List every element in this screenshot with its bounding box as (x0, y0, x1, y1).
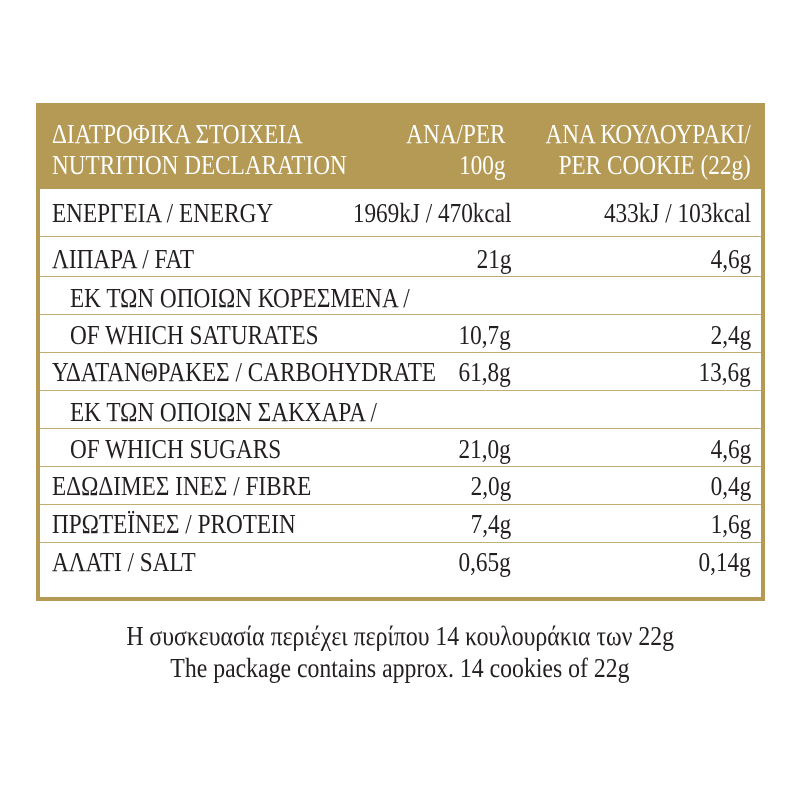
row-name: ΕΝΕΡΓΕΙΑ / ENERGY (52, 198, 274, 228)
row-per-cookie: 1,6g (710, 509, 751, 539)
row-per100: 2,0g (470, 471, 511, 501)
table-row-sugars-label (40, 390, 761, 428)
row-per100: 21,0g (458, 434, 511, 464)
header-percookie-english: PER COOKIE (22g) (558, 150, 751, 180)
table-row-fibre (40, 466, 761, 504)
row-per100: 0,65g (458, 547, 511, 577)
table-row-protein (40, 504, 761, 542)
row-per-cookie: 4,6g (710, 244, 751, 274)
package-note-english (0, 653, 800, 684)
header-title-english: NUTRITION DECLARATION (52, 150, 347, 180)
row-name: ΥΔΑΤΑΝΘΡΑΚΕΣ / CARBOHYDRATE (52, 357, 437, 387)
row-per100: 7,4g (470, 509, 511, 539)
row-per100: 61,8g (458, 357, 511, 387)
row-name: ΕΚ ΤΩΝ ΟΠΟΙΩΝ ΚΟΡΕΣΜΕΝΑ / (70, 283, 410, 313)
package-note-greek-text: Η συσκευασία περιέχει περίπου 14 κουλουράκια των 22g (126, 621, 674, 651)
row-name: ΑΛΑΤΙ / SALT (52, 547, 196, 577)
row-per-cookie: 2,4g (710, 320, 751, 350)
header-percookie-greek: ΑΝΑ ΚΟΥΛΟΥΡΑΚΙ/ (545, 119, 751, 149)
row-per-cookie: 433kJ / 103kcal (603, 198, 751, 228)
row-name: ΕΚ ΤΩΝ ΟΠΟΙΩΝ ΣΑΚΧΑΡΑ / (70, 397, 377, 427)
row-name: ΕΔΩΔΙΜΕΣ ΙΝΕΣ / FIBRE (52, 471, 312, 501)
table-row-saturates (40, 314, 761, 352)
row-name: ΛΙΠΑΡΑ / FAT (52, 244, 195, 274)
row-per100: 21g (476, 244, 511, 274)
table-row-salt (40, 542, 761, 592)
table-row-fat (40, 236, 761, 274)
header-name-cell (52, 119, 347, 181)
row-per-cookie: 0,4g (710, 471, 751, 501)
row-name: OF WHICH SATURATES (70, 320, 319, 350)
row-per-cookie: 4,6g (710, 434, 751, 464)
row-per100: 1969kJ / 470kcal (352, 198, 511, 228)
nutrition-header (40, 107, 761, 189)
header-per100-cell (407, 119, 506, 181)
header-per100-unit: 100g (459, 150, 506, 180)
row-per-cookie: 0,14g (698, 547, 751, 577)
nutrition-label (36, 103, 765, 601)
table-row-saturates-label (40, 276, 761, 314)
table-row-carbohydrate (40, 352, 761, 390)
header-percookie-cell (546, 119, 751, 181)
nutrition-rows (40, 189, 761, 597)
row-name: OF WHICH SUGARS (70, 434, 282, 464)
package-note-greek (0, 621, 800, 652)
row-per-cookie: 13,6g (698, 357, 751, 387)
row-name: ΠΡΩΤΕΪΝΕΣ / PROTEIN (52, 509, 296, 539)
header-title-greek: ΔΙΑΤΡΟΦΙΚΑ ΣΤΟΙΧΕΙΑ (52, 119, 303, 149)
package-note-english-text: The package contains approx. 14 cookies of 22g (170, 653, 630, 683)
table-row-sugars (40, 428, 761, 466)
header-per100-label: ΑΝΑ/PER (406, 119, 506, 149)
row-per100: 10,7g (458, 320, 511, 350)
